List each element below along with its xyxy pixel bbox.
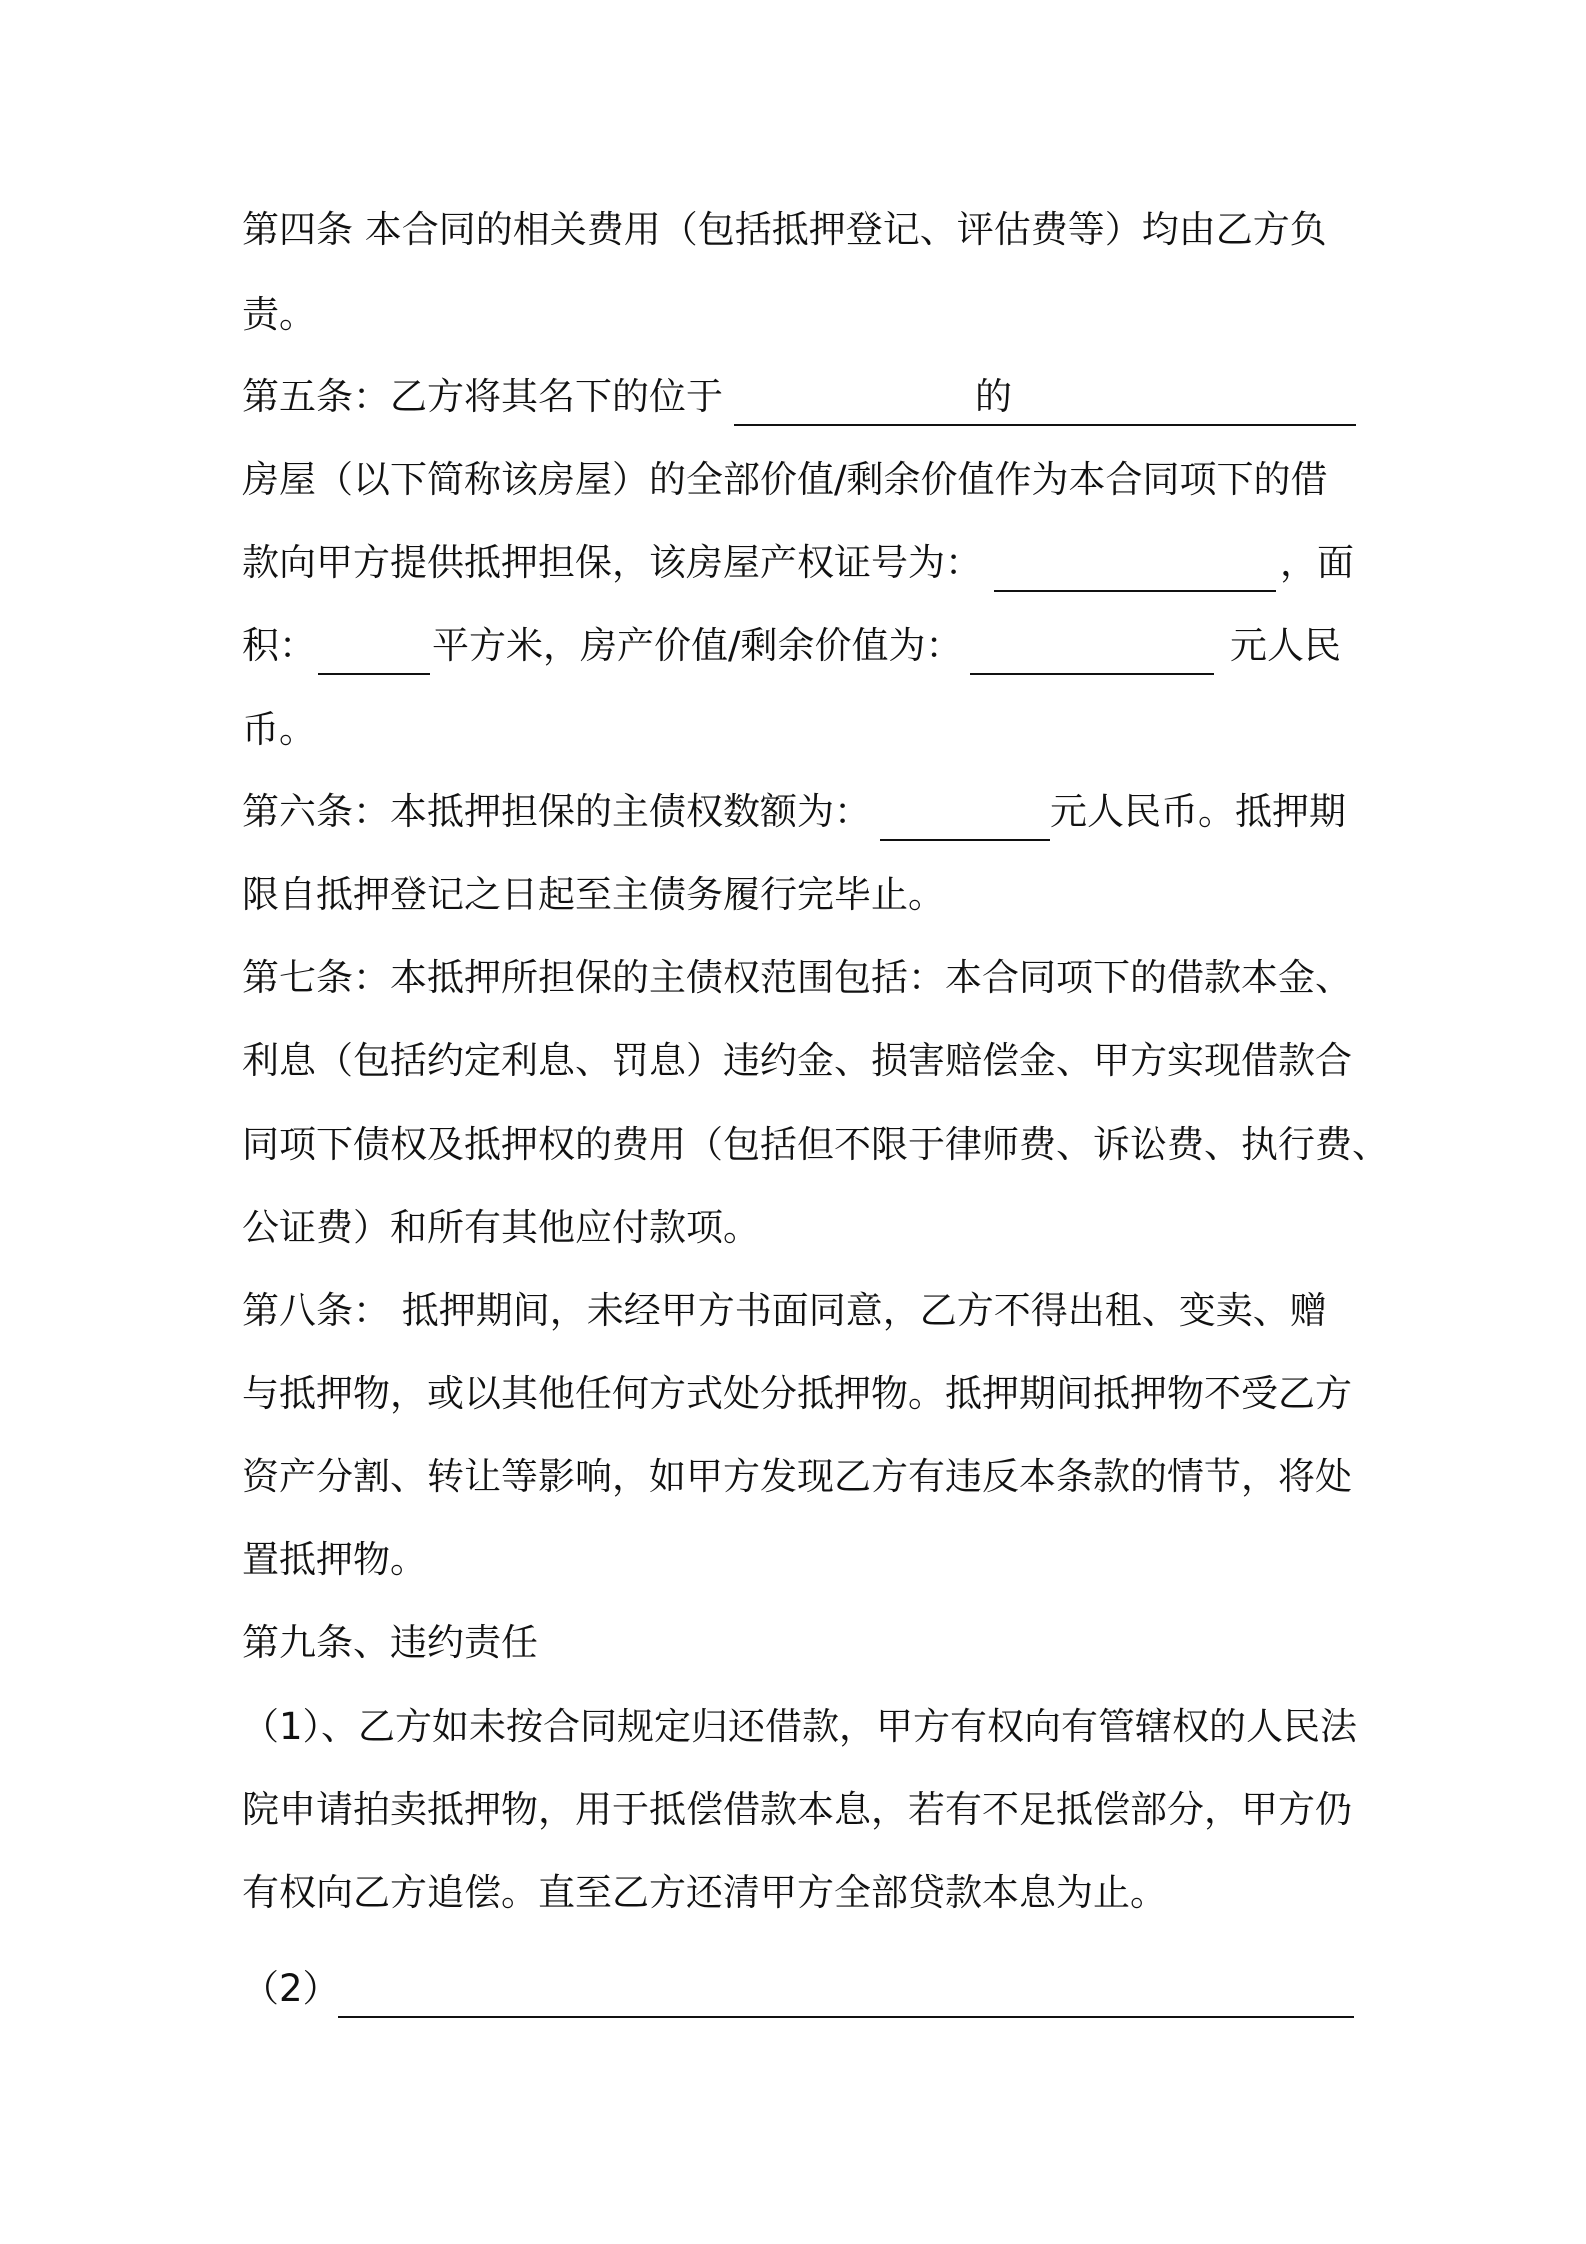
article5-line3-prefix: 款向甲方提供抵押担保，该房屋产权证号为： (242, 541, 982, 584)
article8-line2: 与抵押物，或以其他任何方式处分抵押物。抵押期间抵押物不受乙方 (242, 1372, 1352, 1415)
article5-line2: 房屋（以下简称该房屋）的全部价值/剩余价值作为本合同项下的借 (242, 458, 1328, 501)
article9-title: 第九条、违约责任 (242, 1621, 538, 1664)
article6-line1-suffix: 元人民币。抵押期 (1050, 790, 1346, 833)
location-blank[interactable] (734, 422, 1356, 426)
article8-line4: 置抵押物。 (242, 1538, 427, 1581)
article7-line4: 公证费）和所有其他应付款项。 (242, 1206, 760, 1249)
area-blank[interactable] (318, 671, 430, 675)
certificate-number-blank[interactable] (994, 588, 1276, 592)
article5-line4-suffix: 元人民 (1230, 624, 1341, 667)
article5-line5: 币。 (242, 708, 316, 751)
article5-line1-mid: 的 (975, 375, 1012, 418)
article5-line3 (242, 538, 1362, 588)
article9-item1-line2: 院申请拍卖抵押物，用于抵偿借款本息，若有不足抵偿部分，甲方仍 (242, 1788, 1352, 1831)
article5-line1-prefix: 第五条：乙方将其名下的位于 (242, 375, 723, 418)
article5-line4-mid: 平方米，房产价值/剩余价值为： (432, 624, 963, 667)
article8-line3: 资产分割、转让等影响，如甲方发现乙方有违反本条款的情节，将处 (242, 1455, 1352, 1498)
article4-line2: 责。 (242, 293, 316, 336)
article9-item1-line3: 有权向乙方追偿。直至乙方还清甲方全部贷款本息为止。 (242, 1871, 1167, 1914)
item2-content-blank[interactable] (338, 2014, 1354, 2018)
article4-line1: 第四条 本合同的相关费用（包括抵押登记、评估费等）均由乙方负 (242, 208, 1327, 251)
article5-line3-suffix: ，面 (1280, 541, 1354, 584)
article5-line4-prefix: 积： (242, 624, 316, 667)
principal-amount-blank[interactable] (880, 837, 1050, 841)
article6-line1-prefix: 第六条：本抵押担保的主债权数额为： (242, 790, 871, 833)
article8-line1: 第八条： 抵押期间，未经甲方书面同意，乙方不得出租、变卖、赠 (242, 1289, 1327, 1332)
article6-line2: 限自抵押登记之日起至主债务履行完毕止。 (242, 873, 945, 916)
property-value-blank[interactable] (970, 671, 1214, 675)
article7-line3: 同项下债权及抵押权的费用（包括但不限于律师费、诉讼费、执行费、 (242, 1123, 1389, 1166)
article7-line1: 第七条：本抵押所担保的主债权范围包括：本合同项下的借款本金、 (242, 956, 1352, 999)
article5-line1 (242, 372, 1362, 422)
article9-item2-label: （2） (242, 1967, 340, 2010)
article9-item1-line1: （1）、乙方如未按合同规定归还借款，甲方有权向有管辖权的人民法 (242, 1705, 1358, 1748)
article7-line2: 利息（包括约定利息、罚息）违约金、损害赔偿金、甲方实现借款合 (242, 1039, 1352, 1082)
